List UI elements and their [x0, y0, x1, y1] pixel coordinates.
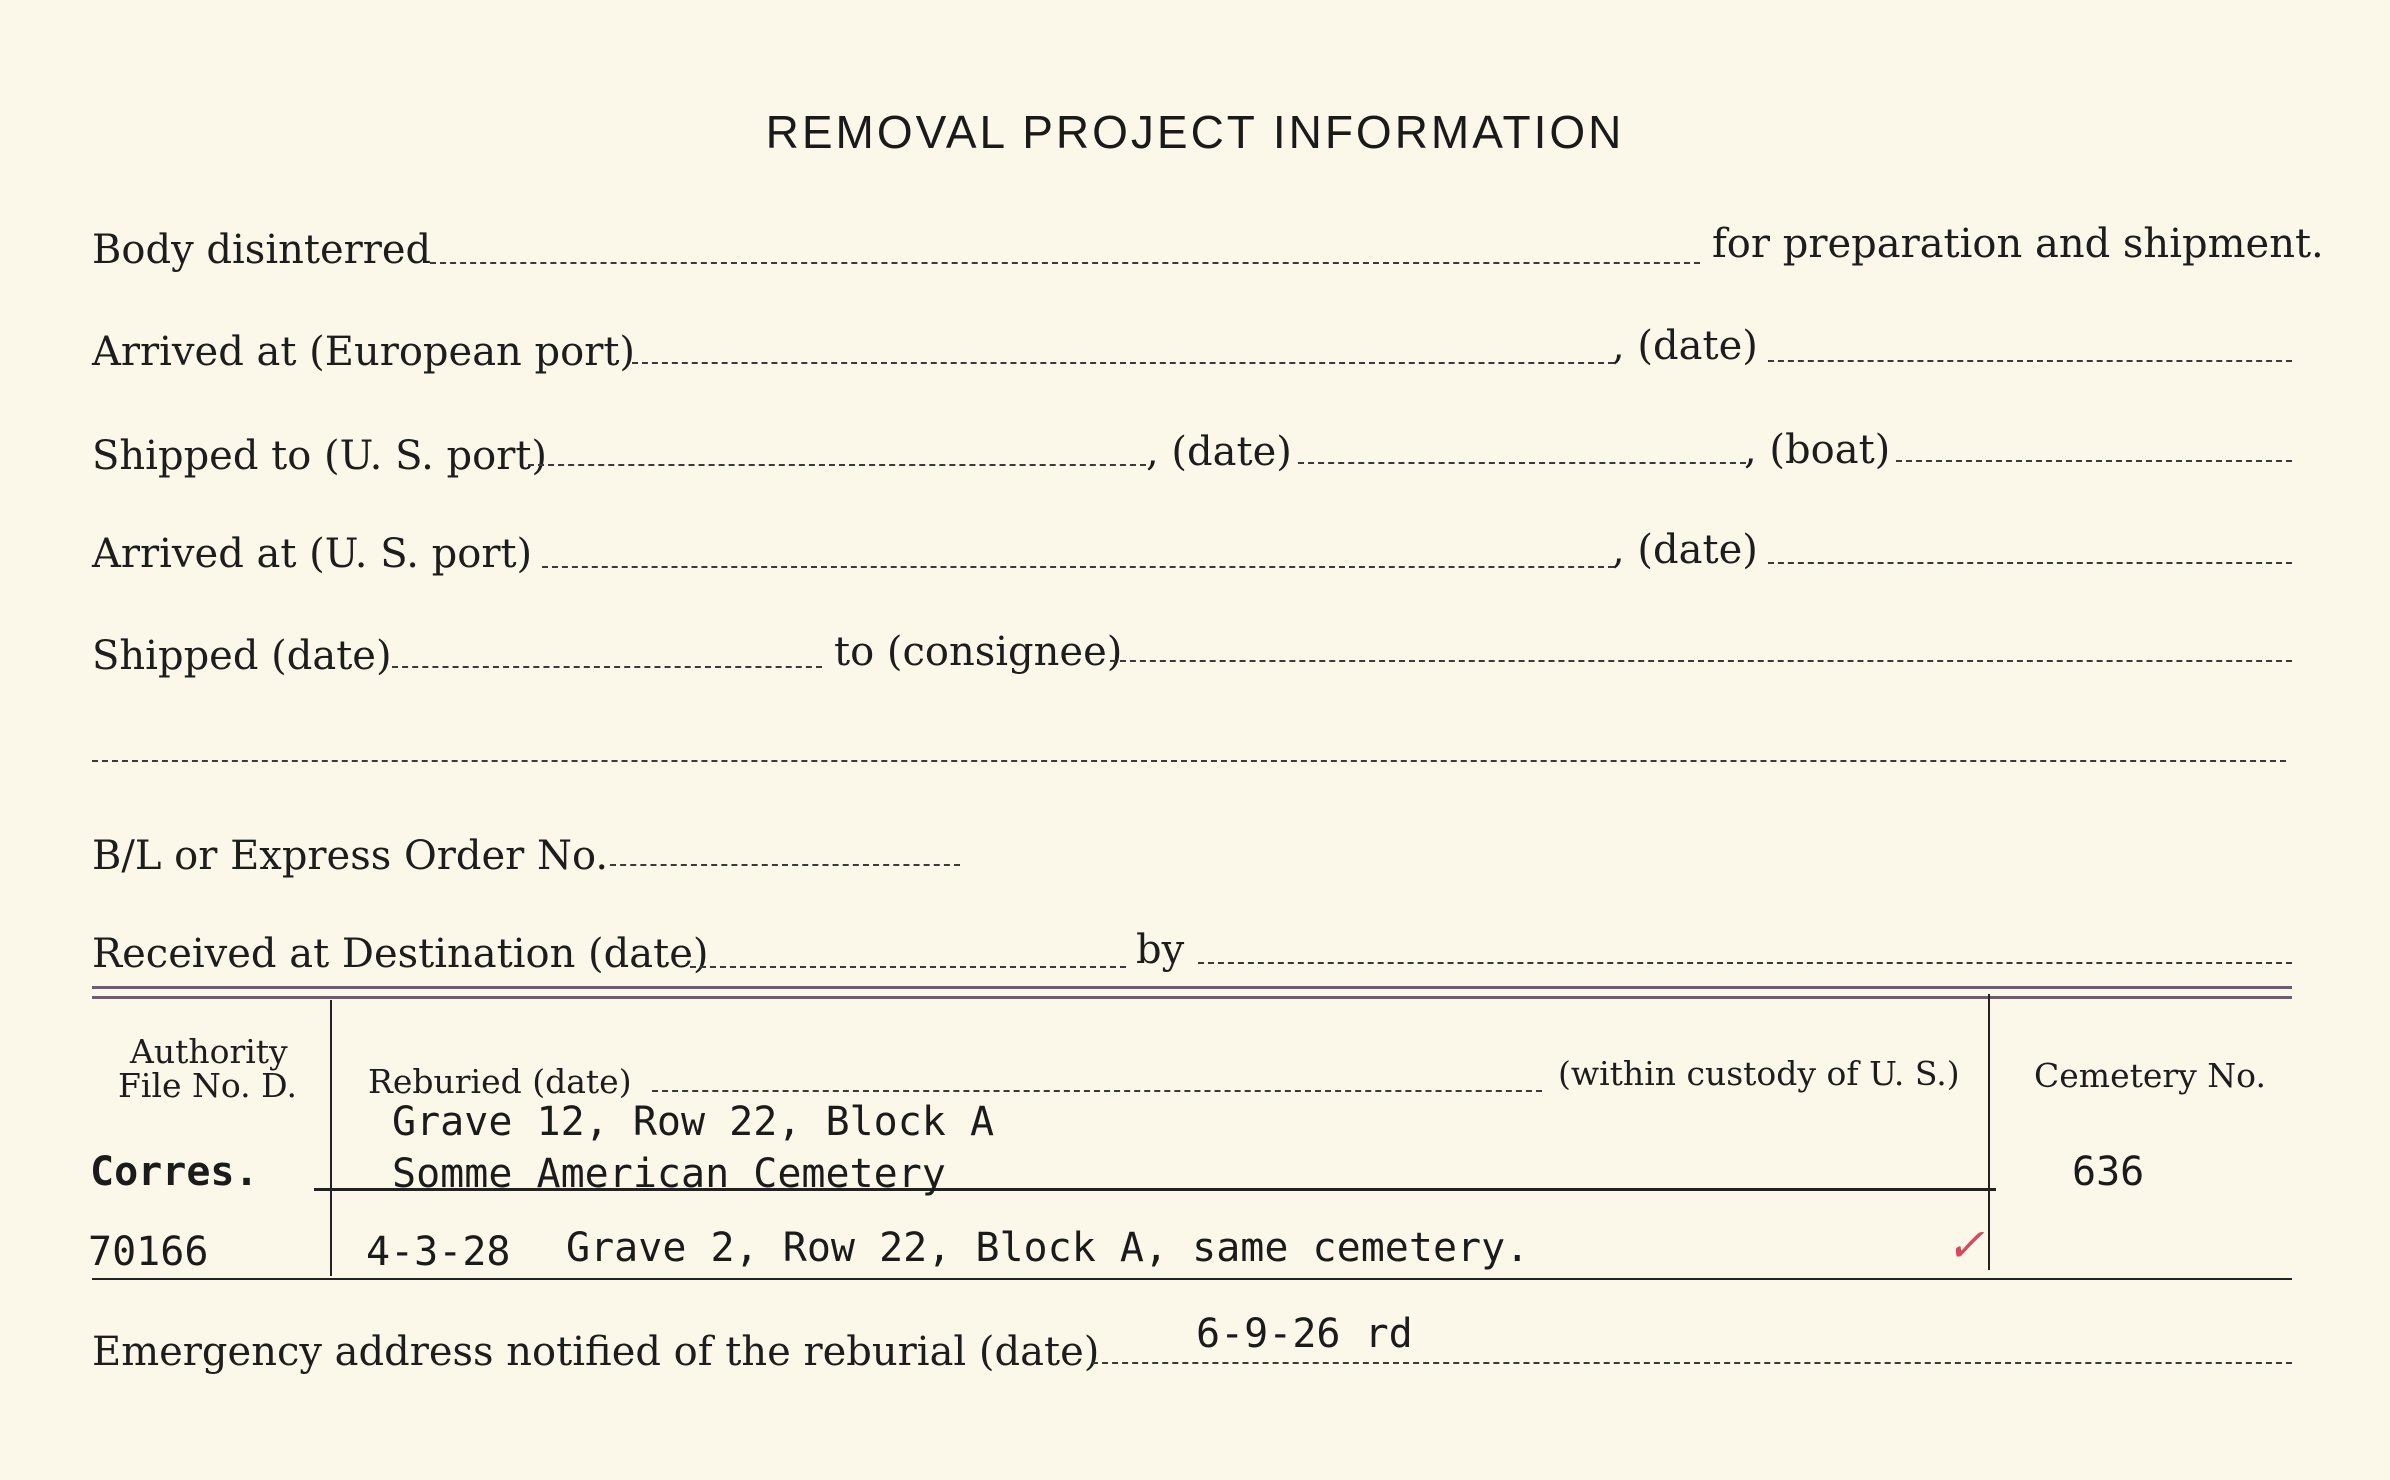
arrived-us-line [542, 566, 1614, 568]
corres-text: Corres. [90, 1149, 259, 1195]
shipped-us-boat-label: , (boat) [1744, 427, 1891, 473]
shipped-us-date-line [1298, 462, 1746, 464]
bl-order-label: B/L or Express Order No. [92, 833, 609, 879]
arrived-european-line [632, 362, 1614, 364]
arrived-european-date-line [1768, 360, 2292, 362]
shipped-us-label: Shipped to (U. S. port) [92, 433, 547, 479]
consignee-continuation-line [92, 760, 2286, 762]
shipped-us-date-label: , (date) [1146, 429, 1292, 475]
table-top-rule-1 [92, 986, 2292, 989]
arrived-european-label: Arrived at (European port) [92, 329, 636, 375]
table-col-divider-right [1988, 994, 1990, 1270]
arrived-us-label: Arrived at (U. S. port) [92, 531, 533, 577]
emergency-value: 6-9-26 rd [1196, 1311, 1413, 1357]
grave-line-1: Grave 12, Row 22, Block A [392, 1099, 995, 1145]
body-disinterred-label: Body disinterred [92, 227, 432, 273]
reburied-line [652, 1090, 1542, 1092]
consignee-label: to (consignee) [834, 629, 1123, 675]
arrived-european-date-label: , (date) [1612, 323, 1758, 369]
file-number: 70166 [88, 1229, 209, 1275]
received-by-label: by [1136, 927, 1185, 973]
emergency-label: Emergency address notified of the reburial (date) [92, 1329, 1100, 1375]
cemetery-number: 636 [2072, 1149, 2145, 1195]
check-mark-icon: ✓ [1946, 1218, 1985, 1272]
file-no-label: File No. D. [118, 1066, 297, 1105]
authority-label: Authority [130, 1032, 288, 1071]
rebury-date: 4-3-28 [366, 1229, 511, 1275]
consignee-line [1110, 660, 2292, 662]
arrived-us-date-line [1768, 562, 2292, 564]
grave-line-2: Somme American Cemetery [392, 1151, 946, 1197]
body-disinterred-line [430, 262, 1700, 264]
shipped-date-line [392, 666, 822, 668]
arrived-us-date-label: , (date) [1612, 527, 1758, 573]
received-by-line [1198, 962, 2292, 964]
emergency-line [1092, 1362, 2292, 1364]
reburied-label: Reburied (date) [368, 1062, 632, 1101]
body-disinterred-suffix: for preparation and shipment. [1712, 221, 2324, 267]
shipped-date-label: Shipped (date) [92, 633, 392, 679]
rebury-text: Grave 2, Row 22, Block A, same cemetery. [566, 1225, 1530, 1271]
table-bottom-rule [92, 1278, 2292, 1280]
card-title: REMOVAL PROJECT INFORMATION [765, 106, 1625, 158]
received-label: Received at Destination (date) [92, 931, 709, 977]
table-col-divider-left [330, 1000, 332, 1276]
cemetery-no-label: Cemetery No. [2034, 1056, 2266, 1095]
received-line [690, 966, 1126, 968]
table-top-rule-2 [92, 996, 2292, 999]
shipped-us-boat-line [1896, 460, 2292, 462]
shipped-us-line [528, 464, 1146, 466]
custody-label: (within custody of U. S.) [1558, 1054, 1960, 1093]
bl-order-line [610, 864, 960, 866]
